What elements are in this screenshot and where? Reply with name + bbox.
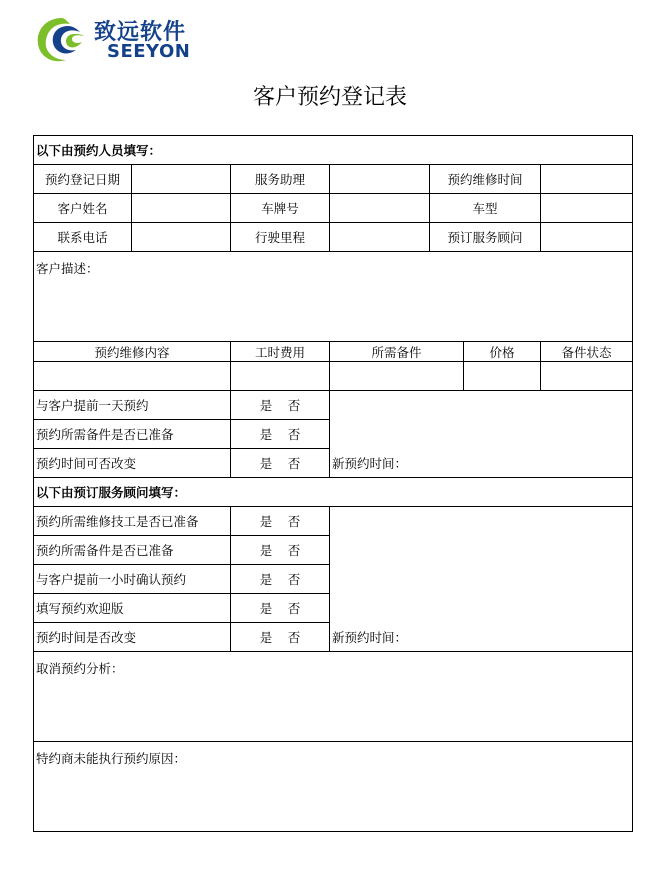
repair-data-row	[34, 362, 633, 391]
no-option[interactable]: 否	[287, 630, 301, 645]
yes-option[interactable]: 是	[259, 456, 273, 471]
section2-heading: 以下由预订服务顾问填写：	[34, 478, 633, 507]
check7-label: 填写预约欢迎版	[34, 594, 231, 623]
no-option[interactable]: 否	[287, 572, 301, 587]
brand-logo	[34, 14, 204, 66]
yes-option[interactable]: 是	[259, 427, 273, 442]
repair-header-row	[34, 342, 633, 362]
header-labor-cost: 工时费用	[231, 342, 330, 362]
info-row-3	[34, 223, 633, 252]
check4-row	[34, 507, 633, 536]
label-service-advisor: 预订服务顾问	[430, 223, 541, 252]
field-parts[interactable]	[330, 362, 464, 391]
check2-options[interactable]	[231, 420, 330, 449]
field-repair-content[interactable]	[34, 362, 231, 391]
new-time-label[interactable]: 新预约时间：	[330, 449, 633, 478]
logo-chinese-text: 致远软件	[94, 20, 187, 45]
yes-option[interactable]: 是	[259, 601, 273, 616]
label-car-model: 车型	[430, 194, 541, 223]
dealer-reason-row	[34, 742, 633, 832]
no-option[interactable]: 否	[287, 456, 301, 471]
check6-label: 与客户提前一小时确认预约	[34, 565, 231, 594]
field-repair-time[interactable]	[541, 165, 633, 194]
field-customer-name[interactable]	[132, 194, 231, 223]
check8-options[interactable]	[231, 623, 330, 652]
check6-options[interactable]	[231, 565, 330, 594]
check5-label: 预约所需备件是否已准备	[34, 536, 231, 565]
label-service-assistant: 服务助理	[231, 165, 330, 194]
label-customer-name: 客户姓名	[34, 194, 132, 223]
check1-options[interactable]	[231, 391, 330, 420]
label-phone: 联系电话	[34, 223, 132, 252]
label-reg-date: 预约登记日期	[34, 165, 132, 194]
field-service-advisor[interactable]	[541, 223, 633, 252]
no-option[interactable]: 否	[287, 398, 301, 413]
check-notes-area-1	[330, 391, 633, 449]
check4-options[interactable]	[231, 507, 330, 536]
label-mileage: 行驶里程	[231, 223, 330, 252]
check3-row	[34, 449, 633, 478]
yes-option[interactable]: 是	[259, 398, 273, 413]
check3-options[interactable]	[231, 449, 330, 478]
customer-description[interactable]: 客户描述：	[34, 252, 633, 342]
field-plate-number[interactable]	[330, 194, 430, 223]
field-phone[interactable]	[132, 223, 231, 252]
label-repair-time: 预约维修时间	[430, 165, 541, 194]
info-row-1	[34, 165, 633, 194]
yes-option[interactable]: 是	[259, 630, 273, 645]
appointment-form	[33, 135, 633, 832]
field-car-model[interactable]	[541, 194, 633, 223]
cancel-analysis-row	[34, 652, 633, 742]
description-row	[34, 252, 633, 342]
check8-label: 预约时间是否改变	[34, 623, 231, 652]
no-option[interactable]: 否	[287, 543, 301, 558]
field-service-assistant[interactable]	[330, 165, 430, 194]
check8-row	[34, 623, 633, 652]
header-parts: 所需备件	[330, 342, 464, 362]
no-option[interactable]: 否	[287, 427, 301, 442]
check1-label: 与客户提前一天预约	[34, 391, 231, 420]
no-option[interactable]: 否	[287, 601, 301, 616]
field-labor-cost[interactable]	[231, 362, 330, 391]
header-price: 价格	[464, 342, 541, 362]
field-reg-date[interactable]	[132, 165, 231, 194]
info-row-2	[34, 194, 633, 223]
dealer-reason[interactable]: 特约商未能执行预约原因：	[34, 742, 633, 832]
yes-option[interactable]: 是	[259, 514, 273, 529]
label-plate-number: 车牌号	[231, 194, 330, 223]
section1-heading-row	[34, 136, 633, 165]
check4-label: 预约所需维修技工是否已准备	[34, 507, 231, 536]
check1-row	[34, 391, 633, 420]
seeyon-logo-icon	[34, 14, 90, 66]
section1-heading: 以下由预约人员填写：	[34, 136, 633, 165]
yes-option[interactable]: 是	[259, 572, 273, 587]
page-title: 客户预约登记表	[252, 85, 407, 110]
no-option[interactable]: 否	[287, 514, 301, 529]
check5-options[interactable]	[231, 536, 330, 565]
check2-label: 预约所需备件是否已准备	[34, 420, 231, 449]
header-repair-content: 预约维修内容	[34, 342, 231, 362]
cancel-analysis[interactable]: 取消预约分析：	[34, 652, 633, 742]
logo-english-text: SEEYON	[107, 41, 191, 62]
yes-option[interactable]: 是	[259, 543, 273, 558]
field-parts-status[interactable]	[541, 362, 633, 391]
check-notes-area-2	[330, 507, 633, 623]
section2-heading-row	[34, 478, 633, 507]
field-price[interactable]	[464, 362, 541, 391]
check7-options[interactable]	[231, 594, 330, 623]
check3-label: 预约时间可否改变	[34, 449, 231, 478]
field-mileage[interactable]	[330, 223, 430, 252]
header-parts-status: 备件状态	[541, 342, 633, 362]
new-time-label-2[interactable]: 新预约时间：	[330, 623, 633, 652]
